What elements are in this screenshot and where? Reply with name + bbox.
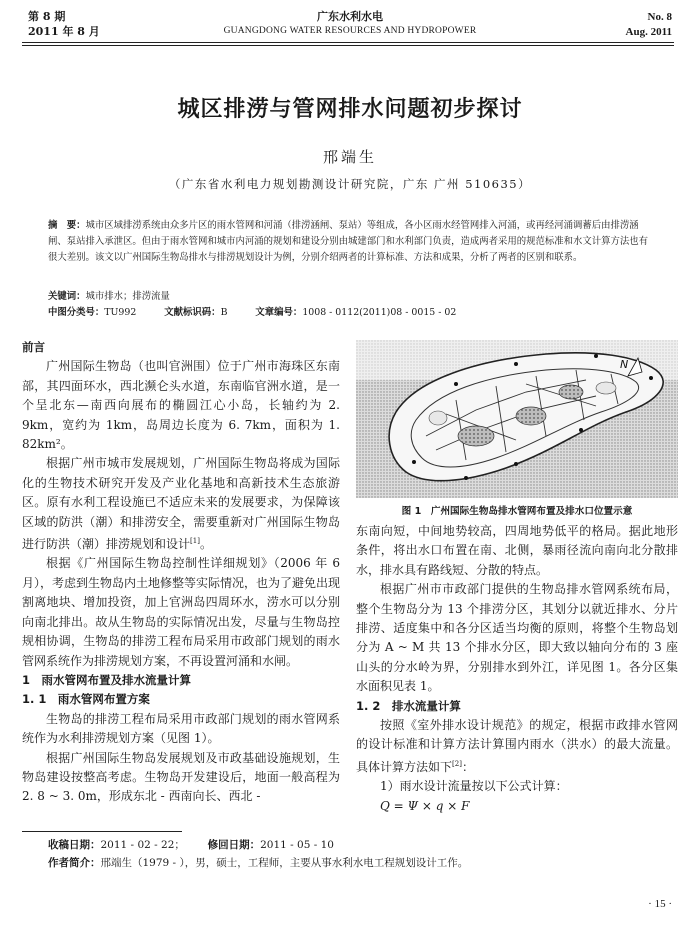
left-column xyxy=(22,338,340,807)
article-no-label: 文章编号： xyxy=(255,307,303,318)
formula: Q = Ψ × q × F xyxy=(380,798,470,813)
citation-ref: [1] xyxy=(190,537,200,546)
north-label: N xyxy=(620,358,629,371)
figure-1-map xyxy=(356,340,678,498)
section-heading-1-2: 1. 2 排水流量计算 xyxy=(356,698,461,713)
author-name: 邢端生 xyxy=(322,148,377,166)
doc-code-value: B xyxy=(220,307,228,318)
abstract-text: 城市区域排涝系统由众多片区的雨水管网和河涌（排涝涵闸、泵站）等组成，各小区雨水经管网排入河涌，或再经河涌调蓄后由排涝涵闸、泵站排入承泄区。但由于雨水管网和城市内河涌的规划和建设分别由城建部门和水利部门负责，造成两者采用的规范标准和水文计算方法也有很大差别。该文以广州国际生物岛排水与排涝规划设计为例，分别介绍两者的计算标准、方法和成果，分析了两者的区别和联系。 xyxy=(48,220,649,263)
footnote-bio xyxy=(48,855,678,872)
author-affiliation: （广东省水利电力规划勘测设计研究院，广东 广州 510635） xyxy=(168,177,532,191)
classification-line xyxy=(48,306,654,320)
paragraph: 根据《广州国际生物岛控制性详细规划》（2006 年 6 月），考虑到生物岛内土地修整等实际情况，也为了避免出现割离地块、增加投资，加上官洲岛四周环水，涝水可以分别向南北排出。故从生物岛的实际情况出发，尽量与生物岛控规相协调，生物岛的排涝工程布局采用市政部门规划的雨水管网系统作为排涝规划方案，不再设置河涌和水闸。 xyxy=(22,556,341,668)
paragraph: 根据广州市城市发展规划，广州国际生物岛将成为国际化的生物技术研究开发及产业化基地和高新技术生态旅游区。原有水利工程设施已不适应未来的发展要求，为保障该区域的防洪（潮）和排涝安全，需要重新对广州国际生物岛进行防洪（潮）排涝规划和设计[1]。 xyxy=(22,456,340,552)
paragraph: 生物岛的排涝工程布局采用市政部门规划的雨水管网系统作为水利排涝规划方案（见图 1）。 xyxy=(22,711,340,746)
date-en: Aug. 2011 xyxy=(625,26,672,38)
paragraph: 1）雨水设计流量按以下公式计算： xyxy=(380,779,568,794)
abstract-label: 摘 要： xyxy=(48,220,86,231)
clc-value: TU992 xyxy=(104,307,137,318)
right-column xyxy=(356,522,678,816)
island-map-svg xyxy=(356,340,678,498)
paragraph: 根据广州市市政部门提供的生物岛排水管网系统布局，整个生物岛分为 13 个排涝分区，其划分以就近排水、分片排涝、适度集中和各分区适当均衡的原则，将整个生物岛划分为 A ~ M 共 13 个排水分区，即大致以轴向分布的 3 座山头的分水岭为界，分别排水到外江，详见图 1。各分区集水面积见表 1。 xyxy=(356,582,678,694)
revised-label: 修回日期： xyxy=(207,839,261,851)
article-title: 城区排涝与管网排水问题初步探讨 xyxy=(177,97,523,122)
paragraph: 根据广州国际生物岛发展规划及市政基础设施规划，生物岛建设按整高考虑。生物岛开发建设后，地面一般高程为 2. 8 ~ 3. 0m，形成东北 - 西南向长、西北 - xyxy=(22,750,340,804)
header-rule xyxy=(22,42,674,43)
plot-area xyxy=(429,411,447,425)
date-cn: 2011 年 8 月 xyxy=(28,25,100,38)
bio-text: 邢端生（1979 - ），男，硕士，工程师，主要从事水利水电工程规划设计工作。 xyxy=(100,857,469,869)
issue-en: No. 8 xyxy=(647,11,672,23)
citation-ref: [2] xyxy=(452,759,462,768)
paragraph: 广州国际生物岛（也叫官洲围）位于广州市海珠区东南部，其四面环水，西北濒仑头水道，东南临官洲水道，是一个呈北东—南西向展布的椭圆江心小岛，长轴约为 2. 9km，宽约为 1km，岛周边长度为 6. 7km，面积为 1. 82km²。 xyxy=(22,359,340,452)
section-heading-1-1: 1. 1 雨水管网布置方案 xyxy=(22,692,150,707)
bio-label: 作者简介： xyxy=(48,857,101,869)
page-number: · 15 · xyxy=(648,898,672,910)
journal-name-en: GUANGDONG WATER RESOURCES AND HYDROPOWER xyxy=(223,26,477,36)
received-date: 2011 - 02 - 22； xyxy=(100,839,185,851)
article-no-value: 1008 - 0112(2011)08 - 0015 - 02 xyxy=(302,307,457,318)
abstract xyxy=(48,218,654,266)
keywords-label: 关键词： xyxy=(48,291,86,302)
section-heading-1: 1 雨水管网布置及排水流量计算 xyxy=(22,672,191,687)
plot-area xyxy=(596,382,616,394)
hill-area xyxy=(516,407,546,425)
footnote-dates xyxy=(48,837,668,854)
paragraph: 按照《室外排水设计规范》的规定，根据市政排水管网的设计标准和计算方法计算围内雨水（洪水）的最大流量。具体计算方法如下[2]： xyxy=(356,718,678,774)
footnote-rule xyxy=(22,831,182,832)
revised-date: 2011 - 05 - 10 xyxy=(260,839,334,851)
preface-heading: 前言 xyxy=(22,340,45,354)
hill-area xyxy=(559,385,583,399)
hill-area xyxy=(458,426,494,446)
journal-name-cn: 广东水利水电 xyxy=(317,10,383,23)
clc-label: 中图分类号： xyxy=(48,307,105,318)
keywords xyxy=(48,290,170,304)
paragraph: 东南向短，中间地势较高，四周地势低平的格局。据此地形条件，将出水口布置在南、北侧，暴雨径流向南向北分散排水，排水具有路线短、分散的特点。 xyxy=(356,524,678,577)
issue-cn: 第 8 期 xyxy=(28,10,66,23)
figure-caption: 图 1 广州国际生物岛排水管网布置及排水口位置示意 xyxy=(401,506,633,517)
keywords-text: 城市排水；排涝流量 xyxy=(85,291,170,302)
doc-code-label: 文献标识码： xyxy=(164,307,221,318)
header-rule-2 xyxy=(22,45,674,46)
received-label: 收稿日期： xyxy=(48,839,101,851)
